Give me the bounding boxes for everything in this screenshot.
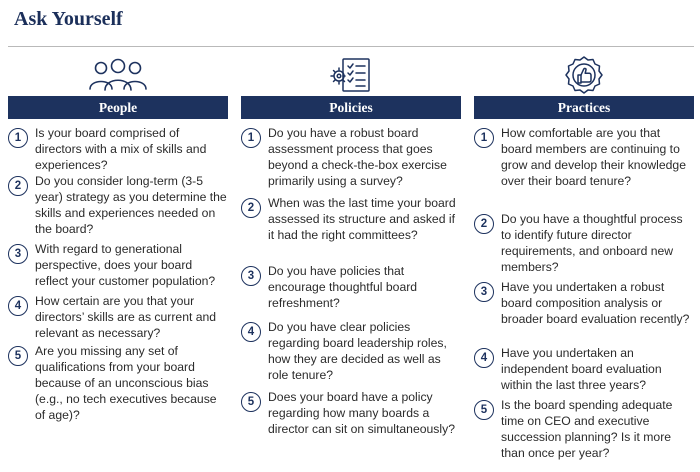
people-icon: [8, 54, 228, 96]
item-text: Have you undertaken a robust board composition analysis or broader board evaluation recently?: [501, 280, 690, 326]
title-divider: [8, 46, 694, 47]
item-number: 2: [241, 198, 261, 218]
list-item: [474, 397, 694, 463]
item-text: Do you have policies that encourage thoughtful board refreshment?: [268, 264, 418, 310]
item-text: Are you missing any set of qualifications from your board because of an unconscious bias (e.g., no tech executives because of age)?: [35, 344, 217, 422]
item-number: 1: [474, 128, 494, 148]
item-text: Do you have a robust board assessment process that goes beyond a check-the-box exercise primarily using a survey?: [268, 126, 447, 188]
column-heading: People: [8, 96, 228, 119]
list-item: [8, 241, 228, 293]
item-number: 3: [8, 244, 28, 264]
list-item: [8, 343, 228, 427]
column-practices: [474, 54, 694, 463]
item-text: How comfortable are you that board members are continuing to grow and develop their knowledge over their board tenure?: [501, 126, 686, 188]
list-item: [8, 293, 228, 343]
item-text: Have you undertaken an independent board evaluation within the last three years?: [501, 346, 662, 392]
list-item: [241, 125, 461, 195]
list-item: [474, 279, 694, 345]
item-number: 2: [8, 176, 28, 196]
item-number: 2: [474, 214, 494, 234]
item-text: Do you have clear policies regarding board leadership roles, how they are decided as well as role tenure?: [268, 320, 447, 382]
list-item: [474, 125, 694, 211]
thumbs-up-badge-icon: [474, 54, 694, 96]
item-number: 4: [241, 322, 261, 342]
column-heading: Practices: [474, 96, 694, 119]
list-item: [8, 125, 228, 173]
list-item: [474, 211, 694, 279]
item-number: 5: [474, 400, 494, 420]
item-text: Is the board spending adequate time on CEO and executive succession planning? Is it more than once per year?: [501, 398, 673, 460]
item-number: 4: [474, 348, 494, 368]
policy-checklist-icon: [241, 54, 461, 96]
item-number: 4: [8, 296, 28, 316]
item-number: 3: [474, 282, 494, 302]
item-number: 3: [241, 266, 261, 286]
column-people: [8, 54, 228, 427]
item-text: With regard to generational perspective, does your board reflect your customer population?: [35, 242, 216, 288]
page-title: Ask Yourself: [14, 8, 123, 30]
item-number: 1: [241, 128, 261, 148]
item-text: When was the last time your board assessed its structure and asked if it had the right committees?: [268, 196, 456, 242]
item-text: How certain are you that your directors’ skills are as current and relevant as necessary?: [35, 294, 217, 340]
item-text: Do you have a thoughtful process to identify future director requirements, and onboard new members?: [501, 212, 683, 274]
list-item: [241, 195, 461, 263]
column-policies: [241, 54, 461, 455]
item-number: 1: [8, 128, 28, 148]
list-item: [241, 263, 461, 319]
column-heading: Policies: [241, 96, 461, 119]
item-text: Does your board have a policy regarding how many boards a director can sit on simultaneously?: [268, 390, 455, 436]
list-item: [241, 319, 461, 389]
item-text: Is your board comprised of directors with a mix of skills and experiences?: [35, 126, 207, 172]
list-item: [8, 173, 228, 241]
item-number: 5: [241, 392, 261, 412]
list-item: [241, 389, 461, 455]
list-item: [474, 345, 694, 397]
item-number: 5: [8, 346, 28, 366]
item-text: Do you consider long-term (3-5 year) strategy as you determine the skills and experiences needed on the board?: [35, 174, 227, 236]
